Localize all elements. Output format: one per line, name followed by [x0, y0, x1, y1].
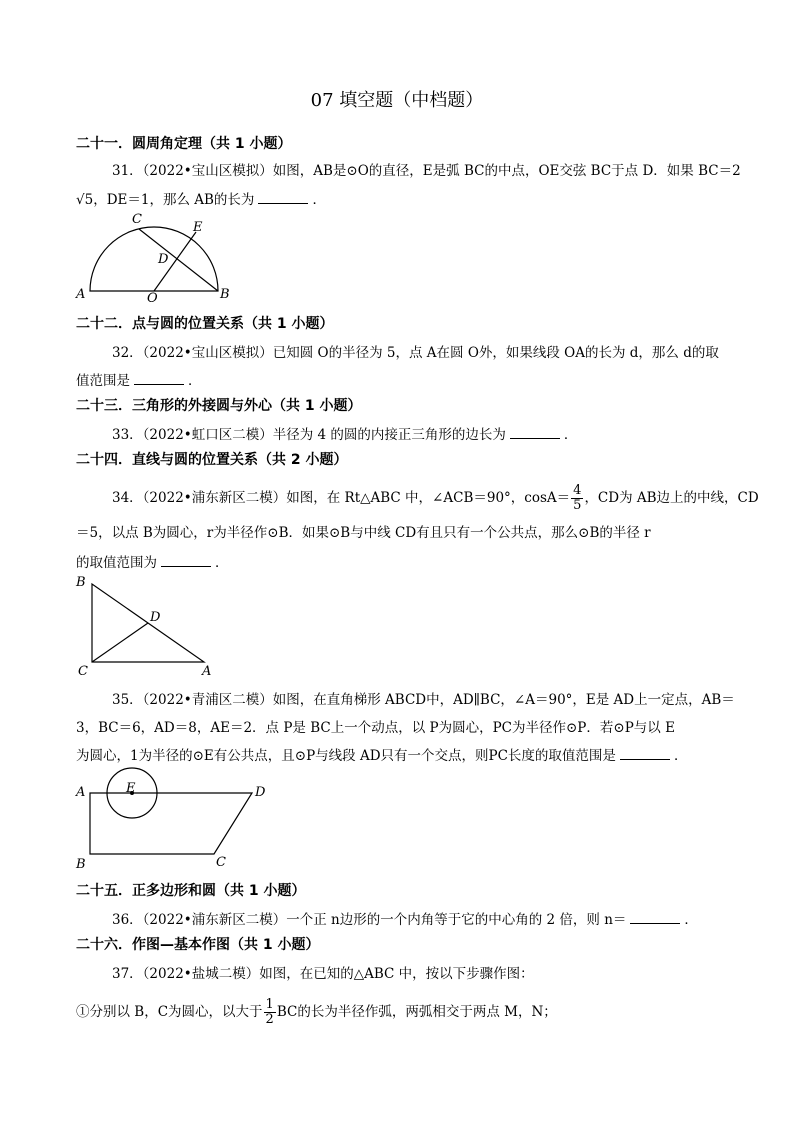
answer-blank-31[interactable] — [258, 191, 308, 204]
fraction-4-5: $\frac{4}{5}$ — [573, 483, 582, 513]
chord-bc — [139, 229, 218, 291]
sqrt-expression: √5 — [76, 192, 94, 208]
section-heading-22: 二十二．点与圆的位置关系（共 1 小题） — [76, 316, 334, 332]
fraction-1-2: $\frac{1}{2}$ — [265, 997, 274, 1027]
answer-blank-34[interactable] — [161, 554, 211, 567]
median-cd — [92, 623, 148, 662]
problem-33-line1: 33．（2022•虹口区二模）半径为 4 的圆的内接正三角形的边长为 ． — [112, 427, 578, 443]
problem-34-line2: ＝5，以点 B为圆心，r为半径作⊙B．如果⊙B与中线 CD有且只有一个公共点，那么⊙B的半径 r — [76, 525, 651, 541]
label-d: D — [150, 610, 161, 625]
problem-35-line2: 3，BC＝6，AD＝8，AE＝2．点 P是 BC上一个动点，以 P为圆心，PC为半径作⊙P．若⊙P与以 E — [76, 720, 675, 736]
problem-31-line1: 31．（2022•宝山区模拟）如图，AB是⊙O的直径，E是弧 BC的中点，OE交弦 BC于点 D．如果 BC＝2 — [112, 163, 741, 179]
section-heading-24: 二十四．直线与圆的位置关系（共 2 小题） — [76, 452, 348, 468]
section-heading-25: 二十五．正多边形和圆（共 1 小题） — [76, 883, 306, 899]
problem-34-line1: 34．（2022•浦东新区二模）如图，在 Rt△ABC 中，∠ACB＝90°，cosA＝ $\frac{4}{5}$ ，CD为 AB边上的中线，CD — [112, 483, 759, 513]
label-b: B — [76, 575, 86, 590]
figure-31-semicircle — [72, 212, 242, 304]
problem-35-line1: 35．（2022•青浦区二模）如图，在直角梯形 ABCD中，AD∥BC，∠A＝90°，E是 AD上一定点，AB＝ — [112, 692, 735, 708]
answer-blank-36[interactable] — [630, 911, 680, 924]
section-heading-21: 二十一．圆周角定理（共 1 小题） — [76, 136, 292, 152]
figure-34-right-triangle — [72, 572, 222, 680]
answer-blank-35[interactable] — [620, 747, 670, 760]
problem-32-line1: 32．（2022•宝山区模拟）已知圆 O的半径为 5，点 A在圆 O外，如果线段 OA的长为 d，那么 d的取 — [112, 345, 719, 361]
figure-35-trapezoid — [72, 766, 282, 870]
problem-32-line2: 值范围是 ． — [76, 373, 202, 389]
label-d: D — [255, 785, 266, 800]
section-heading-26: 二十六．作图—基本作图（共 1 小题） — [76, 937, 320, 953]
section-heading-23: 二十三．三角形的外接圆与外心（共 1 小题） — [76, 398, 362, 414]
semicircle-shape — [90, 227, 218, 291]
trapezoid-abcd — [90, 793, 252, 854]
label-c: C — [78, 664, 88, 679]
label-a: A — [76, 287, 86, 302]
problem-31-line2: √5，DE＝1，那么 AB的长为 ． — [76, 192, 326, 208]
label-e: E — [193, 220, 203, 235]
label-d: D — [158, 252, 169, 267]
label-a: A — [202, 664, 212, 679]
label-o: O — [147, 291, 158, 304]
problem-34-line3: 的取值范围为 ． — [76, 555, 229, 571]
answer-blank-32[interactable] — [134, 372, 184, 385]
label-c: C — [132, 212, 142, 227]
label-c: C — [216, 855, 226, 870]
problem-37-line2: ①分别以 B，C为圆心，以大于 $\frac{1}{2}$ BC的长为半径作弧，两弧相交于两点 M，N； — [76, 997, 557, 1027]
page-title: 07 填空题（中档题） — [310, 90, 484, 111]
problem-35-line3: 为圆心，1为半径的⊙E有公共点，且⊙P与线段 AD只有一个交点，则PC长度的取值范围是 ． — [76, 748, 688, 764]
label-b: B — [76, 857, 86, 870]
label-e: E — [126, 781, 136, 796]
label-b: B — [220, 287, 230, 302]
label-a: A — [76, 785, 86, 800]
answer-blank-33[interactable] — [510, 426, 560, 439]
problem-36-line1: 36．（2022•浦东新区二模）一个正 n边形的一个内角等于它的中心角的 2 倍，则 n＝ ． — [112, 912, 698, 928]
problem-37-line1: 37．（2022•盐城二模）如图，在已知的△ABC 中，按以下步骤作图： — [112, 966, 534, 982]
